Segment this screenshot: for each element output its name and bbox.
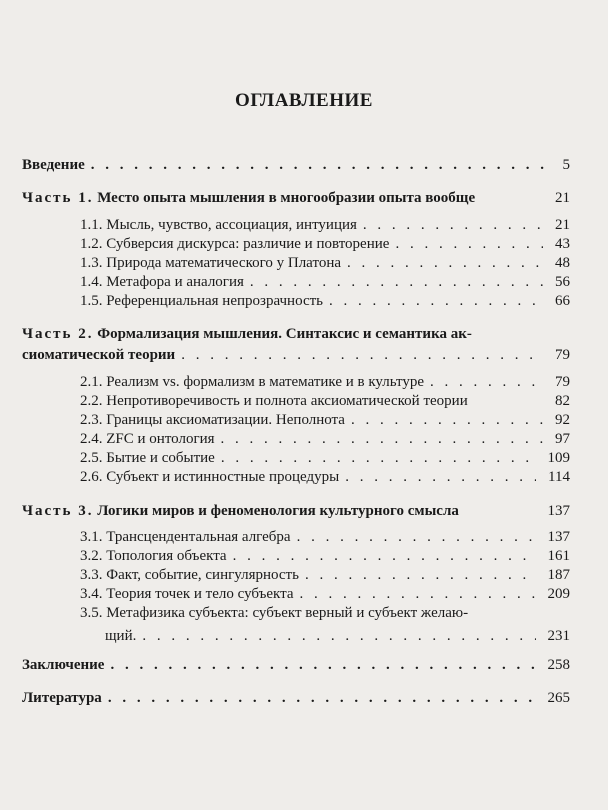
toc-page-number: 21 <box>555 190 570 206</box>
toc-part-1 <box>22 188 570 208</box>
dot-leader <box>108 688 536 708</box>
toc-entry-label: 1.4. Метафора и аналогия <box>80 274 244 290</box>
toc-part-2-heading-line1 <box>22 324 472 344</box>
toc-entry-label: 3.4. Теория точек и тело субъекта <box>80 586 294 602</box>
part-title-continued: сиоматической теории <box>22 347 176 363</box>
toc-entry <box>80 372 570 392</box>
toc-page-number: 66 <box>555 293 570 309</box>
toc-part-3 <box>22 501 570 521</box>
dot-leader <box>395 234 543 254</box>
toc-entry <box>80 391 570 411</box>
toc-page-number: 79 <box>555 347 570 363</box>
toc-entry-label: 3.3. Факт, событие, сингулярность <box>80 567 299 583</box>
toc-entry <box>80 291 570 311</box>
toc-page-number: 5 <box>562 157 570 173</box>
toc-entry-label-continued: щий. <box>105 628 137 644</box>
toc-entry-label: 1.3. Природа математического у Платона <box>80 255 341 271</box>
toc-entry <box>105 626 570 646</box>
dot-leader <box>110 655 535 675</box>
dot-leader <box>142 626 535 646</box>
dot-leader <box>305 565 536 585</box>
toc-part-heading <box>22 501 459 521</box>
toc-entry <box>80 546 570 566</box>
toc-page-number: 258 <box>547 657 570 673</box>
toc-entry-label: 2.3. Границы аксиоматизации. Неполнота <box>80 412 345 428</box>
dot-leader <box>430 372 543 392</box>
toc-page-number: 231 <box>547 628 570 644</box>
dot-leader <box>363 215 543 235</box>
toc-page-number: 82 <box>555 393 570 409</box>
part-prefix: Часть 3. <box>22 503 94 519</box>
toc-page-number: 79 <box>555 374 570 390</box>
toc-entry-label: 3.1. Трансцендентальная алгебра <box>80 529 291 545</box>
dot-leader <box>91 155 551 175</box>
dot-leader <box>233 546 536 566</box>
toc-page-number: 109 <box>547 450 570 466</box>
toc-part-heading <box>22 188 475 208</box>
toc-entry-literature <box>22 688 570 708</box>
toc-page-number: 21 <box>555 217 570 233</box>
toc-entry <box>80 467 570 487</box>
toc-entry <box>80 429 570 449</box>
dot-leader <box>347 253 543 273</box>
page-title: ОГЛАВЛЕНИЕ <box>235 90 373 111</box>
dot-leader <box>345 467 536 487</box>
toc-entry <box>80 410 570 430</box>
toc-entry-label: 2.4. ZFC и онтология <box>80 431 215 447</box>
part-prefix: Часть 2. <box>22 326 94 342</box>
toc-entry-intro <box>22 155 570 175</box>
toc-page-number: 137 <box>547 529 570 545</box>
toc-entry-label: 1.2. Субверсия дискурса: различие и повторение <box>80 236 390 252</box>
toc-entry-label: 2.1. Реализм vs. формализм в математике и в культуре <box>80 374 425 390</box>
dot-leader <box>221 429 543 449</box>
toc-entry-label: 2.6. Субъект и истинностные процедуры <box>80 469 340 485</box>
toc-entry <box>80 565 570 585</box>
part-title: Место опыта мышления в многообразии опыта вообще <box>97 190 476 206</box>
toc-entry <box>80 253 570 273</box>
toc-part-2 <box>22 345 570 365</box>
toc-entry-label: 2.5. Бытие и событие <box>80 450 215 466</box>
toc-entry-line1: 3.5. Метафизика субъекта: субъект верный и субъект желаю- <box>80 605 469 621</box>
toc-entry-label: Литература <box>22 690 102 706</box>
dot-leader <box>351 410 543 430</box>
toc-entry-label: Введение <box>22 157 85 173</box>
toc-page-number: 92 <box>555 412 570 428</box>
toc-entry-label: 1.1. Мысль, чувство, ассоциация, интуиция <box>80 217 357 233</box>
toc-page-number: 48 <box>555 255 570 271</box>
toc-page-number: 56 <box>555 274 570 290</box>
toc-entry-label: 1.5. Референциальная непрозрачность <box>80 293 323 309</box>
part-prefix: Часть 1. <box>22 190 94 206</box>
toc-page-number: 265 <box>547 690 570 706</box>
dot-leader <box>297 527 536 547</box>
dot-leader <box>221 448 536 468</box>
toc-page-number: 187 <box>547 567 570 583</box>
dot-leader <box>329 291 543 311</box>
toc-entry-label: Заключение <box>22 657 105 673</box>
toc-page-number: 43 <box>555 236 570 252</box>
dot-leader <box>250 272 543 292</box>
toc-entry <box>80 215 570 235</box>
toc-entry-conclusion <box>22 655 570 675</box>
toc-page-number: 114 <box>548 469 570 485</box>
toc-entry <box>80 527 570 547</box>
toc-entry-label: 2.2. Непротиворечивость и полнота аксиоматической теории <box>80 393 468 409</box>
dot-leader <box>300 584 536 604</box>
toc-entry <box>80 584 570 604</box>
part-title: Логики миров и феноменология культурного смысла <box>97 503 459 519</box>
toc-page-number: 97 <box>555 431 570 447</box>
toc-page-number: 161 <box>547 548 570 564</box>
dot-leader <box>181 345 543 365</box>
toc-entry <box>80 448 570 468</box>
toc-page-number: 137 <box>547 503 570 519</box>
toc-entry <box>80 272 570 292</box>
toc-page-number: 209 <box>547 586 570 602</box>
toc-entry <box>80 234 570 254</box>
part-title: Формализация мышления. Синтаксис и семантика ак- <box>97 326 472 342</box>
toc-entry-label: 3.2. Топология объекта <box>80 548 227 564</box>
